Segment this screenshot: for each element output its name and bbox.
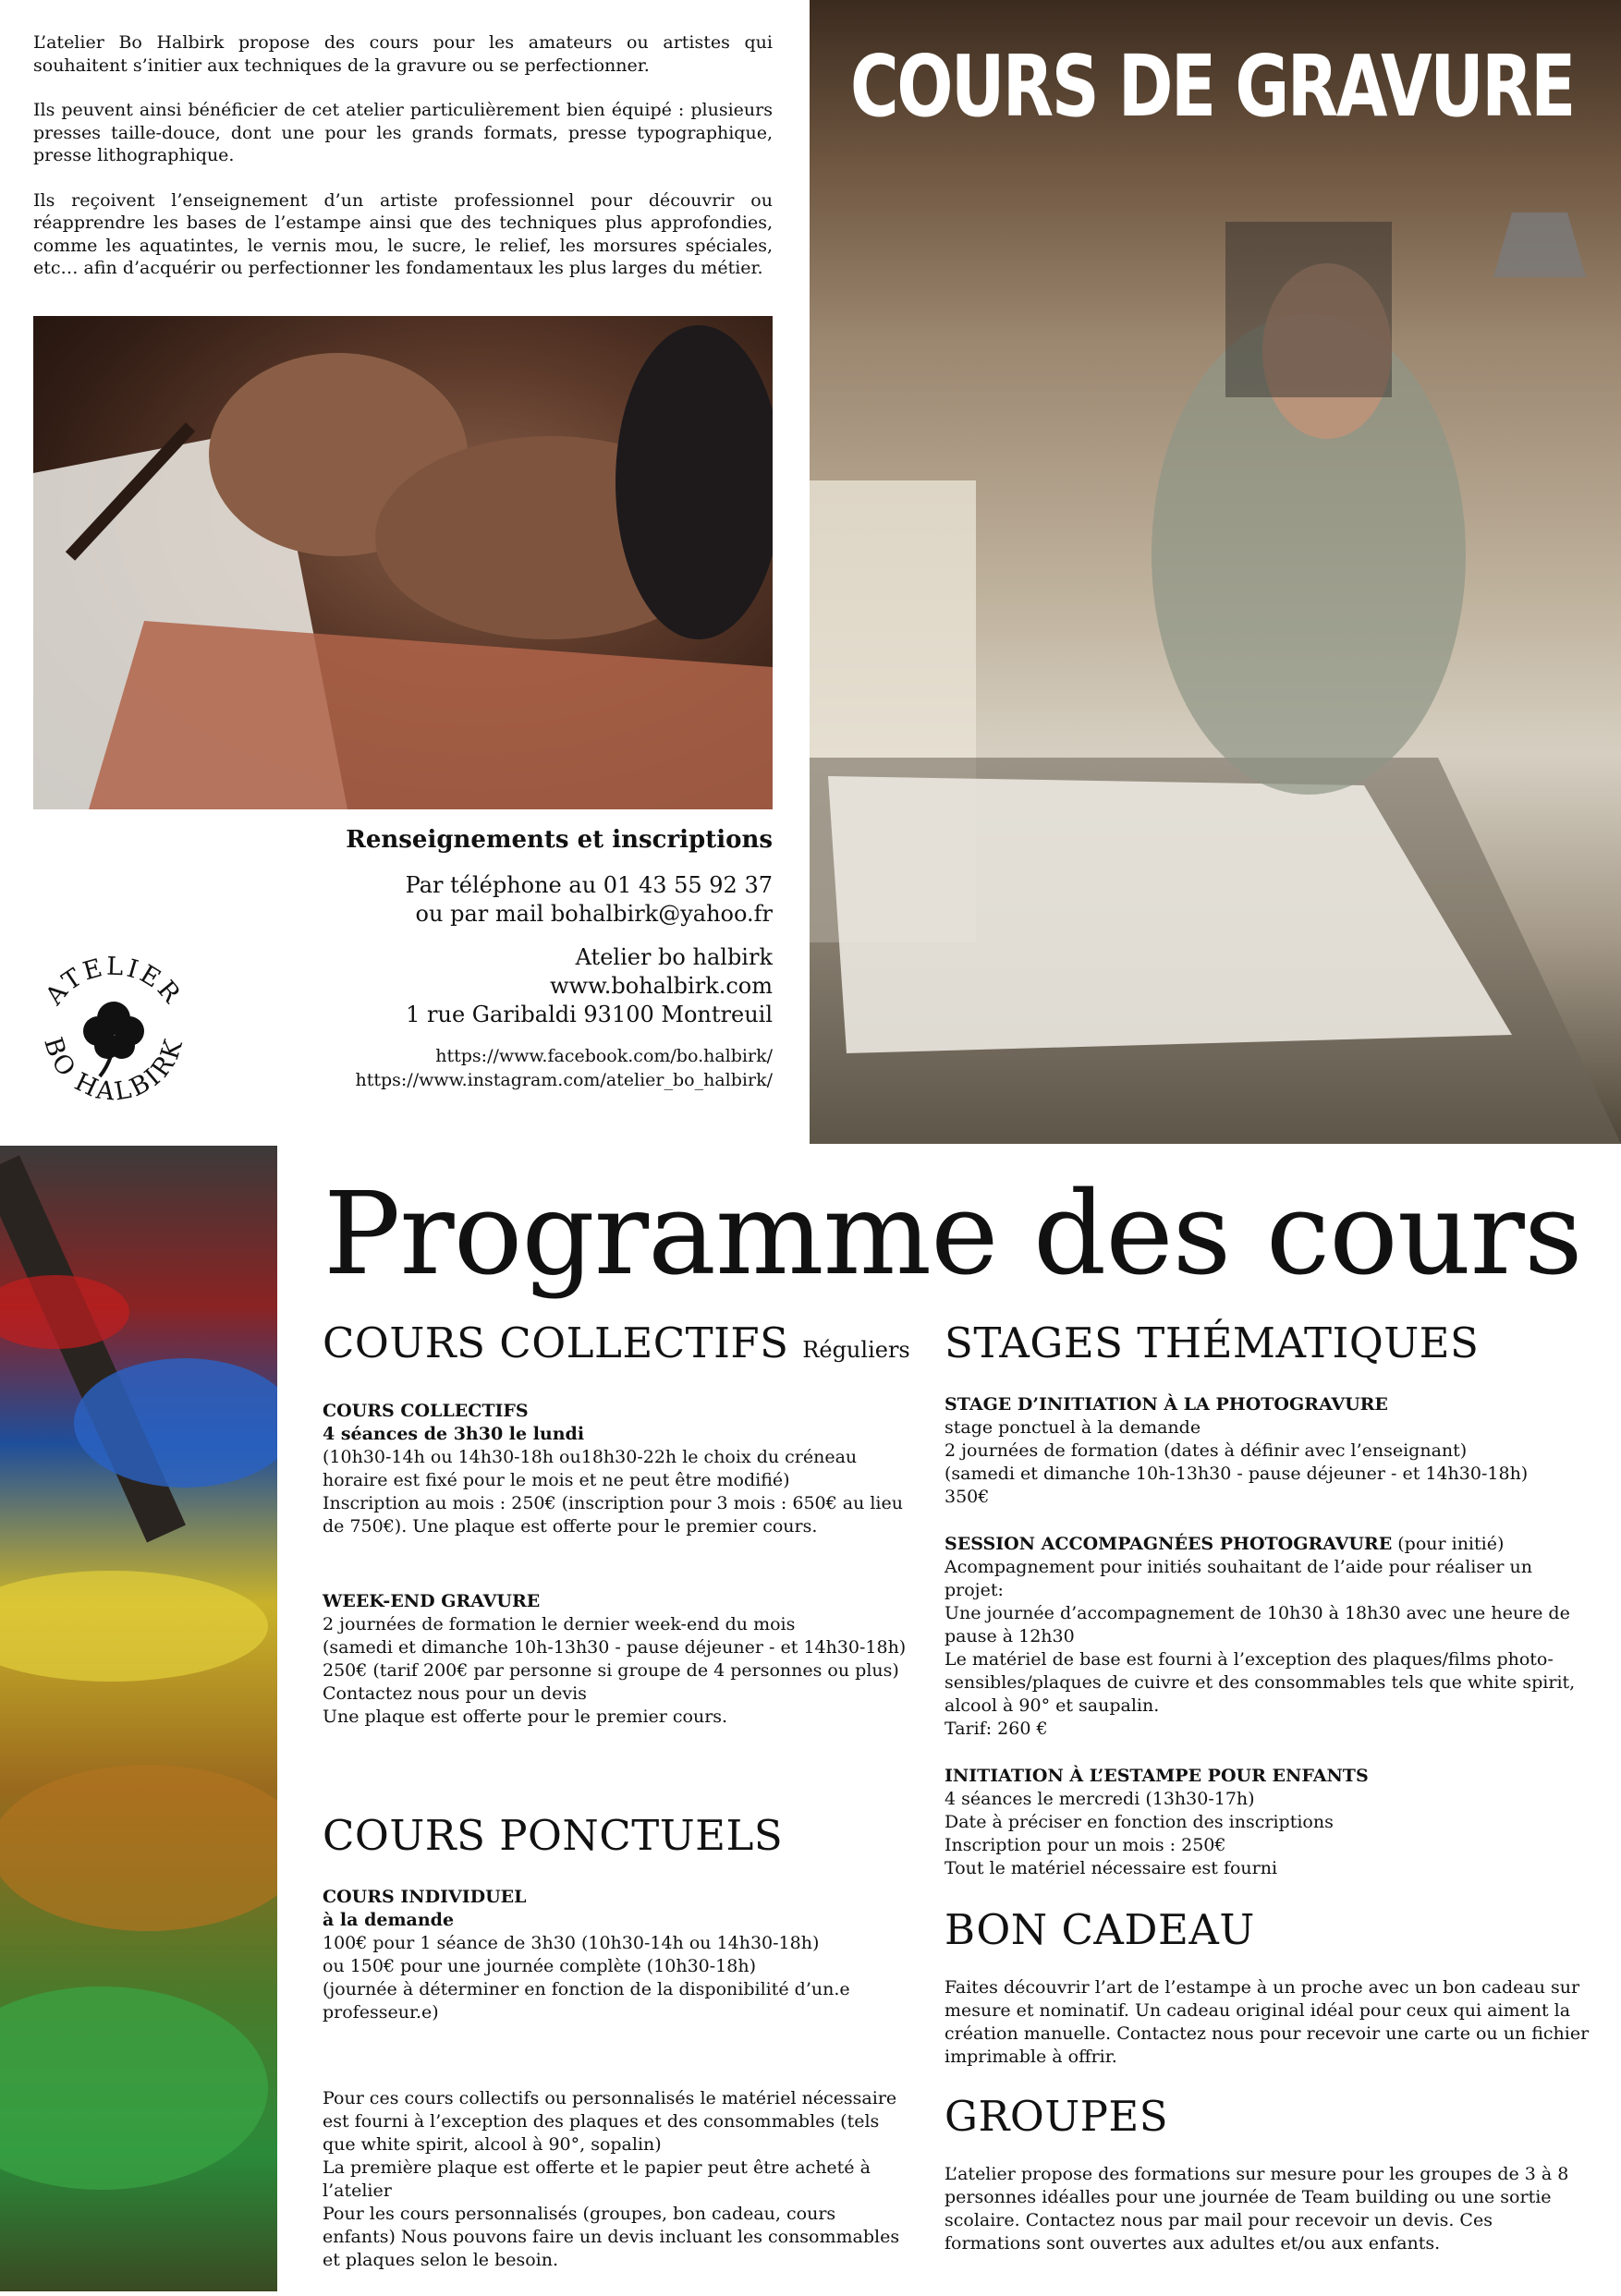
logo-top-text: ATELIER <box>40 952 188 1011</box>
contact-website-link[interactable]: www.bohalbirk.com <box>550 973 773 999</box>
groupes-body: L’atelier propose des formations sur mesure pour les groupes de 3 à 8 personnes idéalles pour une journée de Team building ou une sortie scolaire. Contactez nous par mail pour recevoir un devis. Ces formations sont ouvertes aux adultes et/ou aux enfants. <box>945 2164 1569 2253</box>
hero-title: COURS DE GRAVURE <box>850 37 1574 136</box>
course-body: 100€ pour 1 séance de 3h30 (10h30-14h ou 14h30-18h) ou 150€ pour une journée complète (10h30-18h) (journée à déterminer en fonction de la disponibilité d’un.e professeur.e) <box>323 1933 850 2023</box>
stage-item <box>945 1533 1591 1741</box>
materials-note-text: Pour ces cours collectifs ou personnalisés le matériel nécessaire est fourni à l’exception des plaques et des consommables (tels que white spirit, alcool à 90°, sopalin) La première plaque est offerte et le papier peut être acheté à l’atelier Pour les cours personnalisés (groupes, bon cadeau, cours enfants) Nous pouvons faire un devis incluant les consommables et plaques selon le besoin. <box>323 2088 900 2270</box>
intro-paragraph-2: Ils peuvent ainsi bénéficier de cet atelier particulièrement bien équipé : plusieurs presses taille-douce, dont une pour les grands formats, presse typographique, presse lithographique. <box>33 100 773 165</box>
intro-paragraph-1: L’atelier Bo Halbirk propose des cours pour les amateurs ou artistes qui souhaitent s’initier aux techniques de la gravure ou se perfectionner. <box>33 32 773 76</box>
contact-address: 1 rue Garibaldi 93100 Montreuil <box>406 1002 773 1027</box>
logo-bottom-text: BO HALBIRK <box>38 1034 189 1107</box>
stage-body: 4 séances le mercredi (13h30-17h) Date à préciser en fonction des inscriptions Inscription pour un mois : 250€ Tout le matériel nécessaire est fourni <box>945 1789 1334 1878</box>
course-body: 2 journées de formation le dernier week-end du mois (samedi et dimanche 10h-13h30 - pause déjeuner - et 14h30-18h) 250€ (tarif 200€ par personne si groupe de 4 personnes ou plus) Contactez nous pour un devis Une plaque est offerte pour le premier cours. <box>323 1614 907 1727</box>
collectifs-subtitle: Réguliers <box>802 1337 910 1363</box>
contact-heading: Renseignements et inscriptions <box>346 826 773 854</box>
stage-title: INITIATION À L’ESTAMPE POUR ENFANTS <box>945 1766 1369 1786</box>
contact-phone: Par téléphone au 01 43 55 92 37 <box>405 872 773 898</box>
course-title: COURS COLLECTIFS <box>323 1401 529 1421</box>
stage-title-extra: (pour initié) <box>1392 1534 1505 1554</box>
flower-logo-icon <box>26 942 201 1118</box>
stage-title: SESSION ACCOMPAGNÉES PHOTOGRAVURE <box>945 1534 1393 1554</box>
instagram-link[interactable]: https://www.instagram.com/atelier_bo_halbirk/ <box>355 1070 773 1090</box>
materials-note <box>323 2087 914 2272</box>
section-title-collectifs <box>323 1319 914 1374</box>
course-body: (10h30-14h ou 14h30-18h ou18h30-22h le choix du créneau horaire est fixé pour le mois et ne peut être modifié) Inscription au mois : 250€ (inscription pour 3 mois : 650€ au lieu de 750€). Une plaque est offerte pour le premier cours. <box>323 1447 903 1537</box>
contact-mail[interactable]: ou par mail bohalbirk@yahoo.fr <box>415 901 773 927</box>
course-subtitle: à la demande <box>323 1910 455 1930</box>
paint-texture-illustration <box>0 1146 277 2291</box>
stage-item <box>945 1393 1591 1509</box>
atelier-logo <box>26 942 201 1118</box>
programme-title: Programme des cours <box>323 1168 1582 1301</box>
stage-item <box>945 1765 1591 1880</box>
stage-title: STAGE D’INITIATION À LA PHOTOGRAVURE <box>945 1394 1388 1415</box>
contact-block <box>126 826 773 1092</box>
right-column <box>945 1319 1591 2279</box>
intro-paragraph-3: Ils reçoivent l’enseignement d’un artiste professionnel pour découvrir ou réapprendre les bases de l’estampe ainsi que des techniques plus approfondies, comme les aquatintes, le vernis mou, le sucre, le relief, les morsures spéciales, etc… afin d’acquérir ou perfectionner les fondamentaux les plus larges du métier. <box>33 189 773 278</box>
section-title-bon-cadeau: BON CADEAU <box>945 1905 1255 1954</box>
bon-cadeau-body: Faites découvrir l’art de l’estampe à un proche avec un bon cadeau sur mesure et nominatif. Un cadeau original idéal pour ceux qui aiment la création manuelle. Contactez nous pour recevoir une carte ou un fichier imprimable à offrir. <box>945 1977 1590 2067</box>
hero-photo <box>810 0 1621 1144</box>
collectifs-title-text: COURS COLLECTIFS <box>323 1318 789 1367</box>
section-title-ponctuels: COURS PONCTUELS <box>323 1811 784 1860</box>
facebook-link[interactable]: https://www.facebook.com/bo.halbirk/ <box>435 1046 773 1066</box>
engraving-hands-illustration <box>33 316 773 809</box>
course-subtitle: 4 séances de 3h30 le lundi <box>323 1424 585 1444</box>
section-title-stages: STAGES THÉMATIQUES <box>945 1318 1480 1367</box>
course-item <box>323 1400 914 1538</box>
course-title: WEEK-END GRAVURE <box>323 1591 541 1611</box>
intro-text <box>33 31 773 302</box>
course-item <box>323 1590 914 1729</box>
paint-texture-photo <box>0 1146 277 2291</box>
engraving-hands-photo <box>33 316 773 809</box>
course-title: COURS INDIVIDUEL <box>323 1887 527 1907</box>
section-title-groupes: GROUPES <box>945 2092 1169 2141</box>
groupes-text <box>945 2163 1591 2255</box>
left-column <box>323 1319 914 2296</box>
contact-name: Atelier bo halbirk <box>575 944 773 970</box>
course-item <box>323 1886 914 2024</box>
stage-body: Acompagnement pour initiés souhaitant de l’aide pour réaliser un projet: Une journée d’accompagnement de 10h30 à 18h30 avec une heure de pause à 12h30 Le matériel de base est fourni à l’exception des plaques/films photo-sensibles/plaques de cuivre et des consommables tels que white spirit, alcool à 90° et saupalin. Tarif: 260 € <box>945 1557 1576 1739</box>
stage-body: stage ponctuel à la demande 2 journées de formation (dates à définir avec l’enseignant) (samedi et dimanche 10h-13h30 - pause déjeuner - et 14h30-18h) 350€ <box>945 1417 1529 1507</box>
bon-cadeau-text <box>945 1976 1591 2069</box>
hero-photo-illustration <box>810 0 1621 1144</box>
